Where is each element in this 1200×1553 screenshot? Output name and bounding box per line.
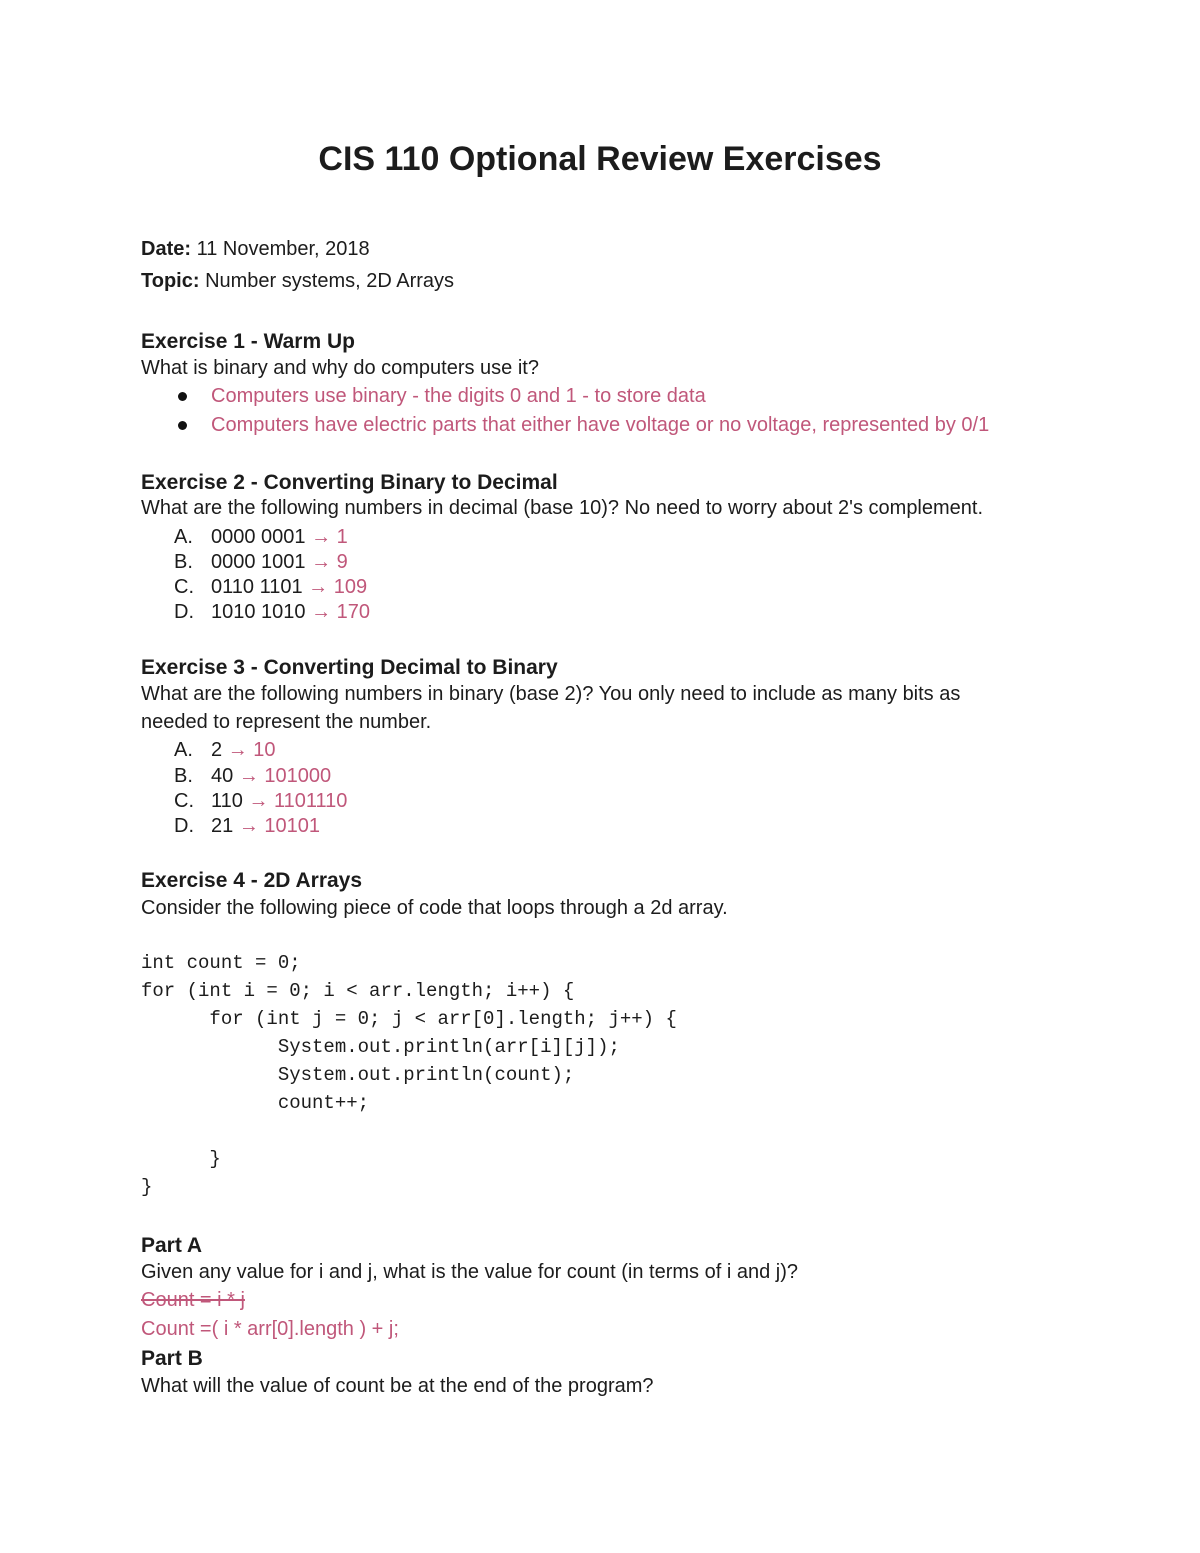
answer-value: → 170 bbox=[311, 601, 371, 623]
part-b-heading: Part B bbox=[141, 1347, 203, 1370]
code-line: for (int j = 0; j < arr[0].length; j++) { bbox=[141, 1008, 677, 1030]
list-marker: A. bbox=[174, 526, 193, 548]
exercise-1-heading: Exercise 1 - Warm Up bbox=[141, 330, 355, 353]
exercise-3-question-line-1: What are the following numbers in binary (base 2)? You only need to include as many bits as bbox=[141, 683, 961, 705]
answer-value: → 109 bbox=[308, 576, 368, 598]
exercise-4-intro: Consider the following piece of code that loops through a 2d array. bbox=[141, 897, 728, 919]
exercise-2-heading: Exercise 2 - Converting Binary to Decimal bbox=[141, 471, 558, 494]
list-marker: C. bbox=[174, 576, 194, 598]
list-marker: D. bbox=[174, 601, 194, 623]
question-value: 21 bbox=[211, 815, 234, 837]
part-b-question: What will the value of count be at the end of the program? bbox=[141, 1375, 654, 1397]
code-line: for (int i = 0; i < arr.length; i++) { bbox=[141, 980, 575, 1002]
answer-value: → 1 bbox=[311, 526, 348, 548]
bullet-icon bbox=[178, 392, 187, 401]
list-marker: C. bbox=[174, 790, 194, 812]
question-value: 1010 1010 bbox=[211, 601, 306, 623]
code-line: System.out.println(arr[i][j]); bbox=[141, 1036, 620, 1058]
part-a-heading: Part A bbox=[141, 1234, 203, 1257]
part-a-struck-answer: Count = i * j bbox=[141, 1289, 245, 1311]
bullet-icon bbox=[178, 421, 187, 430]
code-line: System.out.println(count); bbox=[141, 1064, 575, 1086]
question-value: 40 bbox=[211, 765, 234, 787]
code-line: } bbox=[141, 1176, 153, 1198]
answer-value: → 9 bbox=[311, 551, 348, 573]
question-value: 0000 0001 bbox=[211, 526, 306, 548]
exercise-3-question-line-2: needed to represent the number. bbox=[141, 711, 432, 733]
date-label: Date: bbox=[141, 238, 192, 260]
topic-label: Topic: bbox=[141, 270, 200, 292]
date-line bbox=[141, 236, 370, 262]
exercise-1-question: What is binary and why do computers use it? bbox=[141, 357, 539, 379]
page-title: CIS 110 Optional Review Exercises bbox=[318, 140, 882, 178]
question-value: 2 bbox=[211, 739, 228, 761]
answer-text: Computers have electric parts that either have voltage or no voltage, represented by 0/1 bbox=[211, 414, 990, 436]
part-a-question: Given any value for i and j, what is the value for count (in terms of i and j)? bbox=[141, 1261, 798, 1283]
answer-value: → 10 bbox=[227, 739, 276, 761]
answer-text: Computers use binary - the digits 0 and 1 - to store data bbox=[211, 385, 706, 407]
exercise-3-heading: Exercise 3 - Converting Decimal to Binary bbox=[141, 656, 558, 679]
question-value: 0000 1001 bbox=[211, 551, 306, 573]
list-marker: B. bbox=[174, 765, 193, 787]
topic-value: Number systems, 2D Arrays bbox=[205, 270, 455, 292]
answer-value: → 1101110 bbox=[248, 790, 348, 812]
answer-value: → 101000 bbox=[238, 765, 332, 787]
list-marker: B. bbox=[174, 551, 193, 573]
topic-line bbox=[141, 268, 454, 294]
list-marker: A. bbox=[174, 739, 193, 761]
code-line: int count = 0; bbox=[141, 952, 301, 974]
code-line: count++; bbox=[141, 1092, 370, 1114]
answer-value: → 10101 bbox=[238, 815, 320, 837]
list-marker: D. bbox=[174, 815, 194, 837]
date-value: 11 November, 2018 bbox=[196, 238, 370, 260]
exercise-2-question: What are the following numbers in decimal (base 10)? No need to worry about 2's complement. bbox=[141, 497, 984, 519]
exercise-4-heading: Exercise 4 - 2D Arrays bbox=[141, 869, 363, 892]
code-line: } bbox=[141, 1148, 221, 1170]
question-value: 110 bbox=[211, 790, 243, 812]
question-value: 0110 1101 bbox=[211, 576, 303, 598]
part-a-answer: Count =( i * arr[0].length ) + j; bbox=[141, 1318, 399, 1340]
